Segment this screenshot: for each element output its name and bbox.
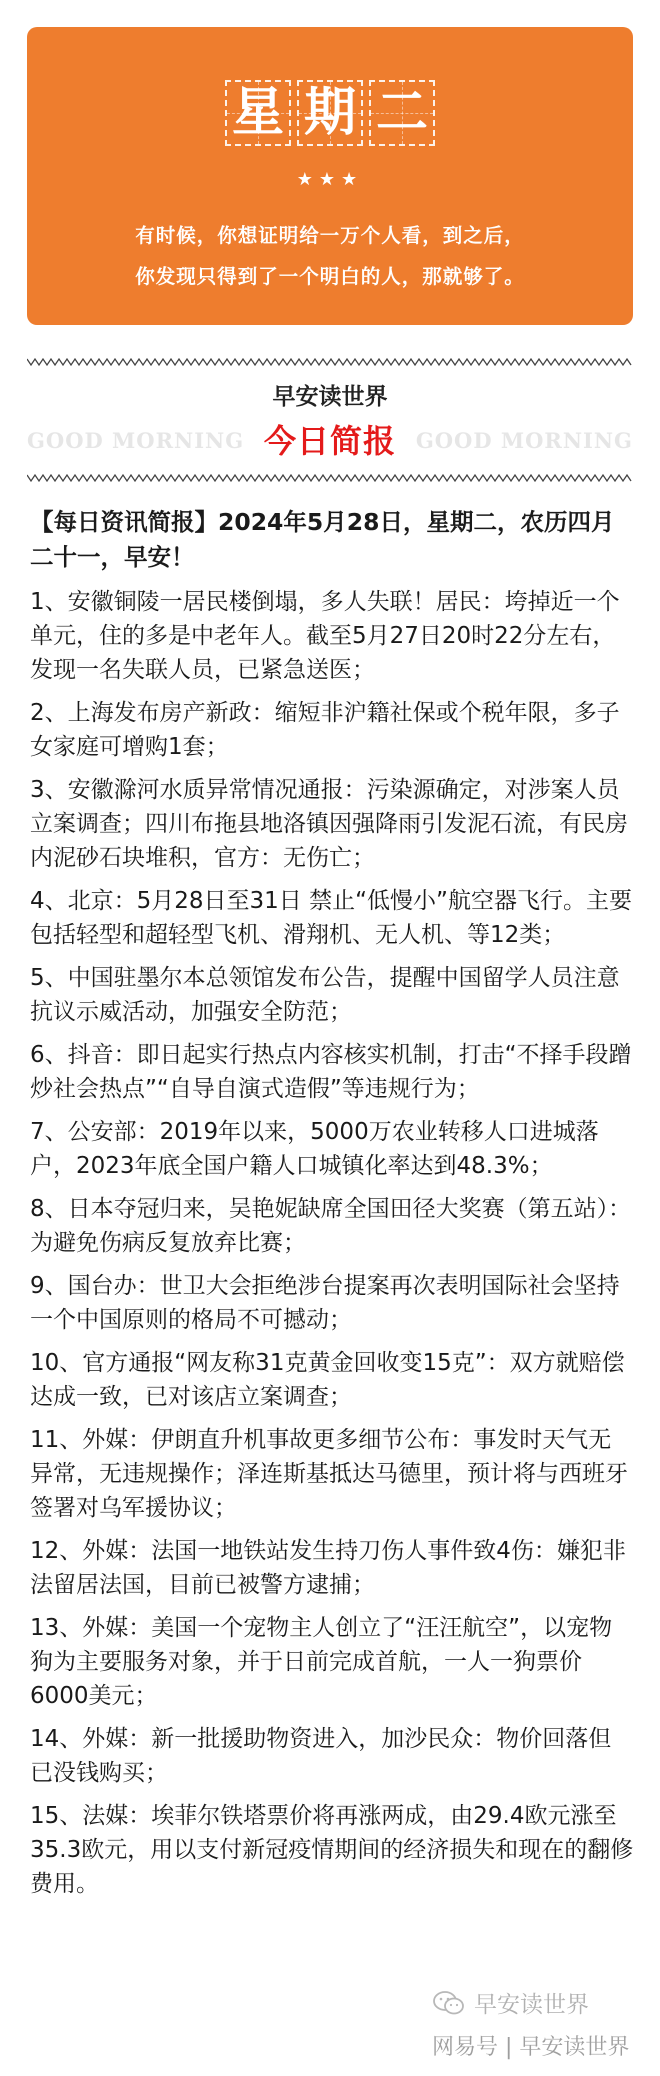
star-rating-icon: ★★★ bbox=[296, 169, 364, 190]
quote-line: 你发现只得到了一个明白的人，那就够了。 bbox=[135, 265, 525, 288]
wechat-icon bbox=[432, 1990, 466, 2016]
zigzag-divider bbox=[27, 473, 633, 483]
daily-quote bbox=[27, 215, 633, 297]
news-item: 4、北京：5月28日至31日 禁止“低慢小”航空器飞行。主要包括轻型和超轻型飞机、滑翔机、无人机、等12类； bbox=[30, 888, 632, 948]
news-item: 2、上海发布房产新政：缩短非沪籍社保或个税年限，多子女家庭可增购1套； bbox=[30, 700, 620, 760]
header-card bbox=[27, 27, 633, 325]
brief-title: 今日简报 bbox=[263, 422, 396, 460]
news-content bbox=[30, 505, 634, 1910]
news-item: 7、公安部：2019年以来，5000万农业转移人口进城落户，2023年底全国户籍人口城镇化率达到48.3%； bbox=[30, 1119, 599, 1179]
good-morning-right: GOOD MORNING bbox=[415, 428, 633, 453]
weekday-char: 二 bbox=[369, 80, 435, 146]
news-item: 10、官方通报“网友称31克黄金回收变15克”：双方就赔偿达成一致，已对该店立案调查； bbox=[30, 1350, 625, 1410]
good-morning-left: GOOD MORNING bbox=[27, 428, 245, 453]
news-item: 8、日本夺冠归来，吴艳妮缺席全国田径大奖赛（第五站）：为避免伤病反复放弃比赛； bbox=[30, 1196, 632, 1256]
headline: 【每日资讯简报】2024年5月28日，星期二，农历四月二十一，早安！ bbox=[30, 508, 615, 571]
zigzag-divider bbox=[27, 357, 633, 367]
news-item: 5、中国驻墨尔本总领馆发布公告，提醒中国留学人员注意抗议示威活动，加强安全防范； bbox=[30, 965, 620, 1025]
footer-brand bbox=[432, 1986, 589, 2019]
brand-name: 早安读世界 bbox=[272, 383, 388, 410]
weekday-title bbox=[27, 80, 633, 146]
watermark: 网易号 | 早安读世界 bbox=[432, 2035, 630, 2060]
weekday-char: 星 bbox=[225, 80, 291, 146]
news-item: 11、外媒：伊朗直升机事故更多细节公布：事发时天气无异常，无违规操作；泽连斯基抵达马德里，预计将与西班牙签署对乌军援协议； bbox=[30, 1427, 628, 1521]
news-item: 6、抖音：即日起实行热点内容核实机制，打击“不择手段蹭炒社会热点”“自导自演式造假”等违规行为； bbox=[30, 1042, 632, 1102]
footer-brand-name: 早安读世界 bbox=[474, 1992, 589, 2018]
news-item: 12、外媒：法国一地铁站发生持刀伤人事件致4伤：嫌犯非法留居法国，目前已被警方逮捕； bbox=[30, 1538, 626, 1598]
news-item: 1、安徽铜陵一居民楼倒塌，多人失联！居民：垮掉近一个单元，住的多是中老年人。截至5月27日20时22分左右，发现一名失联人员，已紧急送医； bbox=[30, 589, 620, 683]
news-item: 3、安徽滁河水质异常情况通报：污染源确定，对涉案人员立案调查；四川布拖县地洛镇因强降雨引发泥石流，有民房内泥砂石块堆积，官方：无伤亡； bbox=[30, 777, 628, 871]
quote-line: 有时候，你想证明给一万个人看，到之后， bbox=[135, 224, 525, 247]
weekday-char: 期 bbox=[297, 80, 363, 146]
news-item: 14、外媒：新一批援助物资进入，加沙民众：物价回落但已没钱购买； bbox=[30, 1726, 612, 1786]
news-item: 9、国台办：世卫大会拒绝涉台提案再次表明国际社会坚持一个中国原则的格局不可撼动； bbox=[30, 1273, 620, 1333]
news-item: 13、外媒：美国一个宠物主人创立了“汪汪航空”，以宠物狗为主要服务对象，并于日前完成首航，一人一狗票价6000美元； bbox=[30, 1615, 613, 1709]
news-item: 15、法媒：埃菲尔铁塔票价将再涨两成，由29.4欧元涨至35.3欧元，用以支付新冠疫情期间的经济损失和现在的翻修费用。 bbox=[30, 1803, 634, 1897]
